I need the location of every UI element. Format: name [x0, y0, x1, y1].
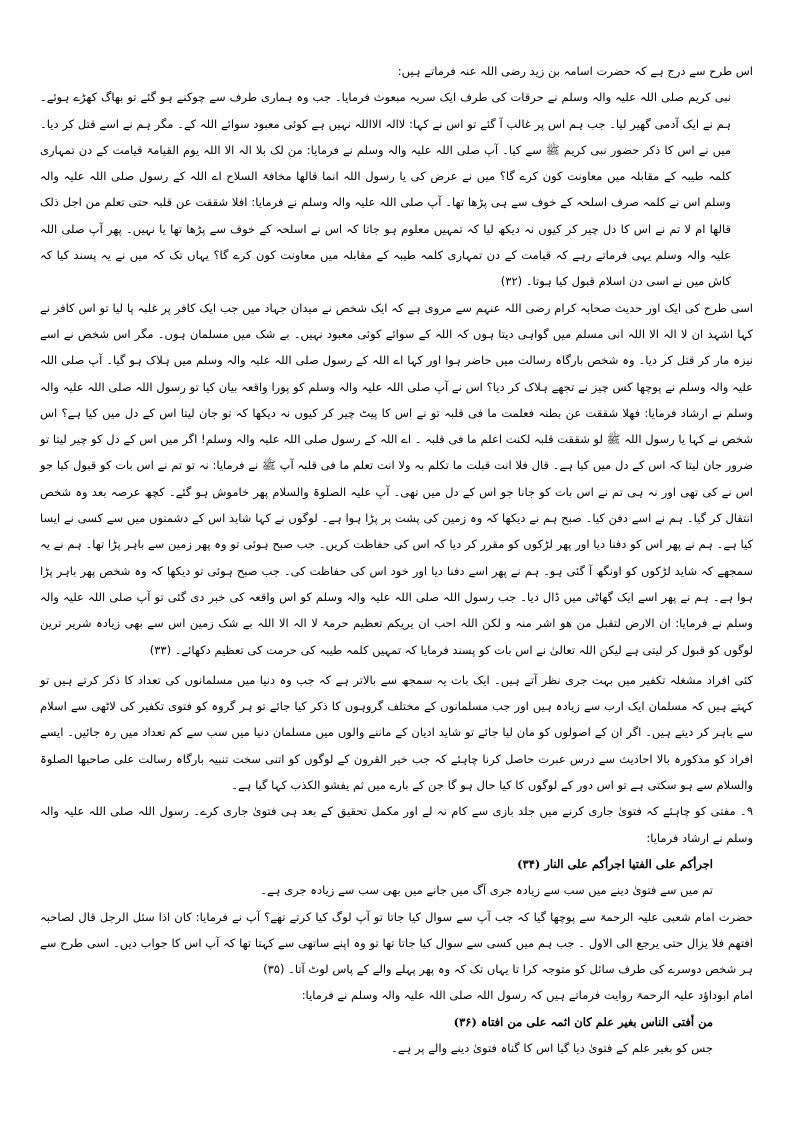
paragraph-point-nine: ۹۔ مفتی کو چاہئے کہ فتویٰ جاری کرنے میں جلد بازی سے کام نہ لے اور مکمل تحقیق کے بعد ہی فتویٰ جاری کرے۔ رسول اللہ صلی اللہ علیہ والہ وسلم نے ارشاد فرمایا: [40, 804, 753, 845]
paragraph-takfir-commentary: کئی افراد مشغلہ تکفیر میں بہت جری نظر آتے ہیں۔ ایک بات یہ سمجھ سے بالاتر ہے کہ جب وہ دنیا میں مسلمانوں کی تعداد کا ذکر کرتے ہیں تو کہتے ہیں کہ مسلمان ایک ارب سے زیادہ ہیں اور جب مسلمانوں کے مختلف گروہوں کا ذکر کیا جائے تو ہر گروہ کو فتوی تکفیر کی لاٹھی سے اسلام سے باہر کر دیتے ہیں۔ اگر ان کے اصولوں کو مان لیا جائے تو شاید ادیان کے ماننے والوں میں مسلمان دنیا میں سب سے کم تعداد میں رہ جائیں۔ ایسے افراد کو مذکورہ بالا احادیث سے درس عبرت حاصل کرنا چاہئے کہ جب خیر القرون کے لوگوں کو اتنی سخت تنبیہ بارگاہ رسالت علی صاحبھا الصلوۃ والسلام سے ہو سکتی ہے تو اس دور کے لوگوں کا کیا حال ہو گا جن کے بارے میں ثم یفشو الکذب کہا گیا ہے۔ [40, 672, 754, 793]
hadith-quote-arabic-34: اجرأکم علی الفتیا اجرأکم علی النار (۳۴) [517, 856, 713, 871]
hadith-translation-34: تم میں سے فتویٰ دینے میں سب سے زیادہ جری آگ میں جانے میں بھی سب سے زیادہ جری ہے۔ [260, 883, 713, 898]
hadith-quote-arabic-36: من أفتی الناس بغیر علم کان اثمہ علی من افتاہ (۳۶) [453, 1014, 713, 1029]
paragraph-hadith-usama: نبی کریم صلی اللہ علیہ والہ وسلم نے حرقات کی طرف ایک سریہ مبعوث فرمایا۔ جب وہ ہماری طرف سے چوکنے ہو گئے تو بھاگ کھڑے ہوئے۔ ہم نے ایک آدمی گھیر لیا۔ جب ہم اس پر غالب آ گئے تو اس نے کہا: لاالہ الااللہ نہیں ہے کوئی معبود سوائے اللہ کے۔ مگر ہم نے اسے قتل کر دیا۔ میں نے اس کا ذکر حضور نبی کریم ﷺ سے کیا۔ آپ صلی اللہ علیہ والہ وسلم نے فرمایا: من لک بلا الہ الا اللہ یوم القیامۃ قیامت کے دن تمہاری کلمہ طیبہ کے مقابلہ میں معاونت کون کرے گا؟ میں نے عرض کی یا رسول اللہ انما قالھا مخافۃ السلاح اے اللہ کے رسول صلی اللہ علیہ والہ وسلم اس نے کلمہ صرف اسلحہ کے خوف سے ہی پڑھا تھا۔ آپ صلی اللہ علیہ والہ وسلم نے فرمایا: افلا شققت عن قلبہ حتی تعلم من اجل ذلک قالھا ام لا تم نے اس کا دل چیر کر کیوں نہ دیکھ لیا کہ تمہیں معلوم ہو جاتا کہ اس نے اسلحہ کے خوف سے پڑھا تھا یا نہیں۔ پھر آپ صلی اللہ علیہ والہ وسلم یہی فرماتے رہے کہ قیامت کے دن تمہاری کلمہ طیبہ کے مقابلہ میں معاونت کون کرے گا؟ یہاں تک کہ میں نے یہ پسند کیا کہ کاش میں نے اسی دن اسلام قبول کیا ہوتا۔ (۳۲) [40, 90, 731, 289]
hadith-translation-36: جس کو بغیر علم کے فتویٰ دیا گیا اس کا گناہ فتویٰ دینے والے پر ہے۔ [391, 1040, 713, 1055]
paragraph-abu-dawud: امام ابوداؤد علیہ الرحمۃ روایت فرماتے ہیں کہ رسول اللہ صلی اللہ علیہ والہ وسلم نے فرمایا: [301, 988, 753, 1003]
text-body [40, 58, 753, 1061]
paragraph-intro: اس طرح سے درج ہے کہ حضرت اسامہ بن زید رضی اللہ عنہ فرماتے ہیں: [397, 64, 753, 78]
paragraph-imam-shabi: حضرت امام شعبی علیہ الرحمۃ سے پوچھا گیا کہ جب آپ سے سوال کیا جاتا تو آپ لوگ کیا کرتے تھے؟ آپ نے فرمایا: کان اذا سئل الرجل قال لصاحبہ افتھم فلا یزال حتی یرجع الی الاول ۔ جب ہم میں کسی سے سوال کیا جاتا تھا تو وہ اپنے ساتھی سے کہتا تھا کہ آپ اس کا جواب دیں۔ اسی طرح سے ہر شخص دوسرے کی طرف سائل کو متوجہ کرا تا یہاں تک کہ وہ پھر پہلے والے کے پاس لوٹ آتا۔ (۳۵) [40, 909, 753, 977]
paragraph-hadith-second: اسی طرح کی ایک اور حدیث صحابہ کرام رضی اللہ عنہم سے مروی ہے کہ ایک شخص نے میدان جہاد میں جب ایک کافر پر غلبہ پا لیا تو اس کافر نے کہا اشہد ان لا الہ الا اللہ انی مسلم میں گواہی دیتا ہوں کہ اللہ کے سوائے کوئی معبود نہیں۔ بے شک میں مسلمان ہوں۔ مگر اس شخص نے اسے نیزہ مار کر قتل کر دیا۔ وہ شخص بارگاہ رسالت میں حاضر ہوا اور کہا اے اللہ کے رسول صلی اللہ علیہ والہ وسلم میں ہلاک ہو گیا۔ آپ صلی اللہ علیہ والہ وسلم نے پوچھا کس چیز نے تجھے ہلاک کر دیا؟ اس نے آپ صلی اللہ علیہ والہ وسلم کو پورا واقعہ بیان کیا تو رسول اللہ صلی اللہ علیہ والہ وسلم نے ارشاد فرمایا: فھلا شققت عن بطنہ فعلمت ما فی قلبہ تو نے اس کا پیٹ چیر کر کیوں نہ دیکھا کہ تو جان لیتا اس کے دل میں کیا ہے؟ اس شخص نے کہا یا رسول اللہ ﷺ لو شققت قلبہ لکنت اعلم ما فی قلبہ ۔ اے اللہ کے رسول صلی اللہ علیہ والہ وسلم! اگر میں اس کے دل کو چیر لیتا تو ضرور جان لیتا کہ اس کے دل میں کیا ہے۔ قال فلا انت قبلت ما تکلم بہ ولا انت تعلم ما فی قلبہ آپ ﷺ نے فرمایا: نہ تو تم نے اس بات کو قبول کیا جو اس نے کی تھی اور نہ ہی تم نے اس بات کو جانا جو اس کے دل میں تھی۔ آپ علیہ الصلوۃ والسلام پھر خاموش ہو گئے۔ کچھ عرصہ بعد وہ شخص انتقال کر گیا۔ ہم نے اسے دفن کیا۔ صبح ہم نے دیکھا کہ وہ زمین کی پشت پر پڑا ہوا ہے۔ لوگوں نے کہا شاید اس کے دشمنوں میں سے کسی نے ایسا کیا ہے۔ ہم نے پھر اس کو دفنا دیا اور پھر لڑکوں کو مقرر کر دیا کہ اس کی حفاظت کریں۔ جب صبح ہوئی تو وہ پھر زمین سے باہر پڑا تھا۔ ہم نے یہ سمجھے کہ شاید لڑکوں کو اونگھ آ گئی ہو۔ ہم نے پھر اسے دفنا دیا اور خود اس کی حفاظت کی۔ جب صبح ہوئی تو دیکھا کہ وہ شخص پھر باہر پڑا ہوا ہے۔ ہم نے پھر اسے ایک گھاٹی میں ڈال دیا۔ جب رسول اللہ صلی اللہ علیہ والہ وسلم کو اس واقعہ کی خبر دی گئی تو آپ صلی اللہ علیہ والہ وسلم نے فرمایا: ان الارض لتقبل من ھو اشر منہ و لکن اللہ احب ان یریکم تعظیم حرمۃ لا الہ الا اللہ بے شک زمین اس سے بھی زیادہ شریر ترین لوگوں کو قبول کر لیتی ہے لیکن اللہ تعالیٰ نے اس بات کو پسند فرمایا کہ تمہیں کلمہ طیبہ کی حرمت کی تعظیم دکھائے۔ (۳۳) [40, 300, 753, 657]
